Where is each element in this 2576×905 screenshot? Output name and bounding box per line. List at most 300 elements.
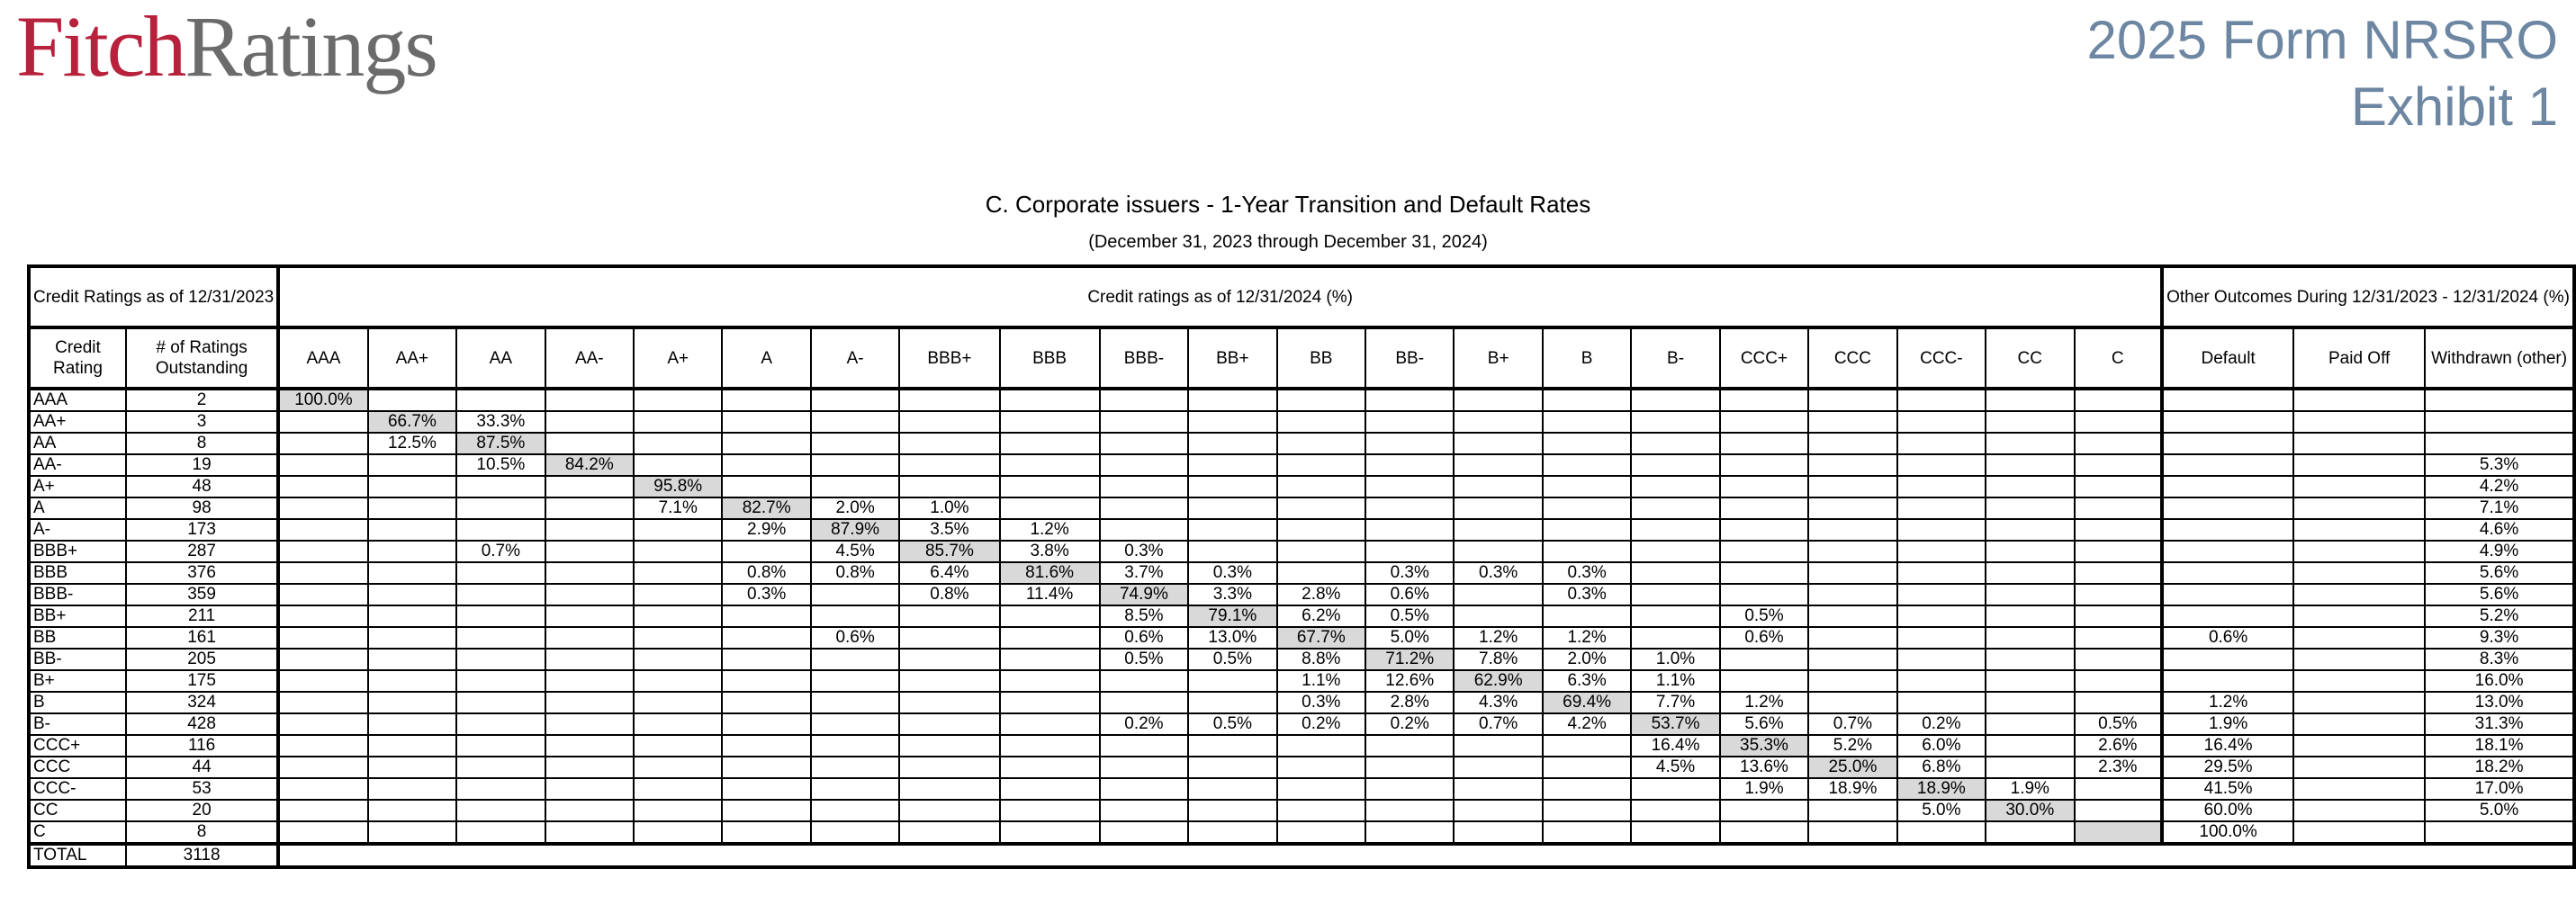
table-cell: 0.5% [1365,605,1454,627]
table-cell [899,713,999,735]
table-cell [634,735,722,757]
table-cell [1808,433,1896,454]
table-cell [1543,735,1631,757]
table-cell [1986,454,2074,476]
diagonal-cell: 66.7% [368,411,456,433]
table-cell [1897,411,1986,433]
diagonal-cell: 25.0% [1808,757,1896,778]
table-cell: 5.0% [2425,800,2574,821]
table-cell [1720,389,1808,411]
table-cell [1986,670,2074,692]
table-cell [811,433,899,454]
table-cell [1100,692,1188,713]
diagonal-cell: 81.6% [1000,562,1100,584]
row-rating-label: BBB [29,562,126,584]
table-cell: 4.6% [2425,519,2574,541]
row-outstanding-count: 2 [126,389,278,411]
diagonal-cell: 35.3% [1720,735,1808,757]
table-cell [1100,454,1188,476]
table-cell [722,411,810,433]
col-header-outcome: Default [2162,327,2293,389]
table-cell: 6.2% [1277,605,1365,627]
table-cell [722,454,810,476]
table-cell [1631,605,1719,627]
table-cell [278,713,367,735]
table-cell [2162,605,2293,627]
table-cell [811,692,899,713]
table-cell [2293,778,2425,800]
table-cell: 12.5% [368,433,456,454]
table-cell: 7.1% [2425,497,2574,519]
table-cell [634,778,722,800]
row-rating-label: B- [29,713,126,735]
table-cell [1454,735,1542,757]
table-cell: 1.9% [2162,713,2293,735]
table-cell: 1.2% [1543,627,1631,649]
table-cell [2162,433,2293,454]
table-cell [278,800,367,821]
row-outstanding-count: 19 [126,454,278,476]
row-rating-label: CC [29,800,126,821]
table-cell [722,800,810,821]
table-cell [1986,476,2074,497]
table-cell [899,627,999,649]
row-rating-label: A [29,497,126,519]
table-cell [456,497,545,519]
table-cell [2075,476,2163,497]
table-row [29,541,2574,562]
table-cell [456,735,545,757]
table-cell: 5.6% [2425,562,2574,584]
table-cell: 1.1% [1277,670,1365,692]
table-cell [1100,778,1188,800]
table-cell [1631,389,1719,411]
table-cell [1277,800,1365,821]
group-header-right: Other Outcomes During 12/31/2023 - 12/31/2024 (%) [2162,266,2574,327]
table-cell: 18.1% [2425,735,2574,757]
table-cell [634,519,722,541]
table-cell [722,821,810,844]
total-count: 3118 [126,844,278,867]
table-cell [1808,605,1896,627]
table-cell: 0.7% [1808,713,1896,735]
table-cell [1897,692,1986,713]
table-cell: 0.6% [811,627,899,649]
table-cell [545,497,634,519]
table-cell [368,627,456,649]
group-header-row [29,266,2574,327]
table-cell: 29.5% [2162,757,2293,778]
table-cell [1188,433,1276,454]
table-cell [2293,433,2425,454]
table-cell: 0.5% [1188,713,1276,735]
table-cell [278,541,367,562]
table-row [29,519,2574,541]
table-cell [2075,411,2163,433]
table-cell [634,389,722,411]
table-cell [1543,800,1631,821]
row-outstanding-count: 211 [126,605,278,627]
row-rating-label: CCC+ [29,735,126,757]
col-header-outcome: Withdrawn (other) [2425,327,2574,389]
table-cell: 0.5% [1188,649,1276,670]
table-cell [1986,562,2074,584]
col-header-rating: C [2075,327,2163,389]
table-cell: 6.8% [1897,757,1986,778]
table-cell: 33.3% [456,411,545,433]
table-cell [1000,778,1100,800]
table-cell: 0.3% [722,584,810,605]
table-cell [545,757,634,778]
row-outstanding-count: 44 [126,757,278,778]
row-rating-label: BBB+ [29,541,126,562]
table-cell [1720,541,1808,562]
transition-table [27,264,2576,869]
table-cell [278,433,367,454]
table-cell [1100,389,1188,411]
table-cell [1365,476,1454,497]
table-cell [1720,670,1808,692]
table-cell [634,649,722,670]
table-cell [1277,821,1365,844]
table-cell [368,735,456,757]
table-cell: 0.8% [899,584,999,605]
table-cell [722,389,810,411]
diagonal-cell: 71.2% [1365,649,1454,670]
table-cell [1720,433,1808,454]
table-cell [634,433,722,454]
table-row [29,584,2574,605]
table-row [29,800,2574,821]
table-cell [1897,541,1986,562]
table-cell [368,713,456,735]
table-cell [1897,454,1986,476]
table-cell: 5.6% [2425,584,2574,605]
table-cell [1631,584,1719,605]
table-cell [1808,541,1896,562]
table-cell: 8.3% [2425,649,2574,670]
table-cell: 2.9% [722,519,810,541]
table-cell [1454,454,1542,476]
table-cell [1986,735,2074,757]
col-header-rating: B+ [1454,327,1542,389]
table-cell: 12.6% [1365,670,1454,692]
table-row [29,649,2574,670]
table-cell [1986,605,2074,627]
table-row [29,670,2574,692]
row-outstanding-count: 376 [126,562,278,584]
diagonal-cell: 85.7% [899,541,999,562]
table-cell: 13.0% [2425,692,2574,713]
table-cell: 5.2% [2425,605,2574,627]
table-cell [1897,519,1986,541]
table-cell [278,605,367,627]
table-cell [1188,476,1276,497]
table-cell [368,757,456,778]
table-cell: 18.9% [1808,778,1896,800]
table-cell [1454,605,1542,627]
table-cell [1808,519,1896,541]
col-header-rating: B [1543,327,1631,389]
table-cell [456,713,545,735]
table-cell [811,757,899,778]
table-cell [456,476,545,497]
table-cell [1188,800,1276,821]
table-cell [2162,541,2293,562]
table-cell [2075,778,2163,800]
table-cell [368,562,456,584]
table-cell [1454,757,1542,778]
table-cell [278,562,367,584]
table-cell: 60.0% [2162,800,2293,821]
table-cell [1631,497,1719,519]
table-cell [1454,821,1542,844]
table-cell [1631,821,1719,844]
table-cell [278,476,367,497]
table-cell [1631,800,1719,821]
table-cell [2293,757,2425,778]
table-cell [634,713,722,735]
table-cell: 8.8% [1277,649,1365,670]
row-rating-label: A- [29,519,126,541]
table-cell: 8.5% [1100,605,1188,627]
table-cell [368,821,456,844]
table-cell [545,433,634,454]
table-cell [545,411,634,433]
table-cell [1365,411,1454,433]
table-cell [1720,519,1808,541]
table-cell [1808,562,1896,584]
table-cell [1631,433,1719,454]
table-cell: 5.3% [2425,454,2574,476]
table-cell [1365,497,1454,519]
table-cell: 2.3% [2075,757,2163,778]
table-cell: 13.6% [1720,757,1808,778]
table-cell [899,649,999,670]
table-cell [278,821,367,844]
table-cell: 1.2% [2162,692,2293,713]
table-cell [1986,757,2074,778]
table-cell [368,497,456,519]
table-cell: 5.6% [1720,713,1808,735]
table-cell [811,800,899,821]
table-cell [1000,411,1100,433]
col-header-rating: AA [456,327,545,389]
table-cell [1986,519,2074,541]
table-cell [1365,433,1454,454]
table-cell [1365,757,1454,778]
table-cell: 7.1% [634,497,722,519]
table-cell: 0.7% [1454,713,1542,735]
table-cell [456,605,545,627]
table-cell [811,649,899,670]
table-cell: 2.8% [1365,692,1454,713]
table-cell [1454,584,1542,605]
table-cell [545,670,634,692]
table-cell [1631,476,1719,497]
diagonal-cell: 100.0% [278,389,367,411]
table-cell [899,757,999,778]
table-cell [899,433,999,454]
table-cell [1000,713,1100,735]
table-cell [1897,389,1986,411]
row-rating-label: CCC- [29,778,126,800]
table-cell [634,454,722,476]
table-cell [1188,778,1276,800]
table-cell [2293,649,2425,670]
table-cell [2075,649,2163,670]
table-cell [811,476,899,497]
table-cell [368,670,456,692]
row-outstanding-count: 359 [126,584,278,605]
table-cell [1897,670,1986,692]
table-cell: 0.6% [1100,627,1188,649]
table-row [29,454,2574,476]
row-outstanding-count: 161 [126,627,278,649]
table-cell [545,562,634,584]
row-rating-label: BBB- [29,584,126,605]
exhibit-label: Exhibit 1 [2350,76,2558,137]
table-cell: 16.4% [1631,735,1719,757]
table-cell [634,562,722,584]
row-rating-label: B [29,692,126,713]
col-header-rating: A- [811,327,899,389]
table-cell [2162,649,2293,670]
table-cell [2162,411,2293,433]
table-cell: 6.3% [1543,670,1631,692]
form-title [2087,7,2558,140]
table-cell [2293,411,2425,433]
row-outstanding-count: 8 [126,433,278,454]
table-cell [2293,800,2425,821]
table-cell [1188,757,1276,778]
table-cell [1897,821,1986,844]
table-cell [1808,649,1896,670]
row-outstanding-count: 98 [126,497,278,519]
table-cell [899,821,999,844]
table-cell [1454,411,1542,433]
table-cell [545,389,634,411]
table-cell [2293,476,2425,497]
table-cell [899,389,999,411]
col-header-rating: AA+ [368,327,456,389]
table-cell [2075,605,2163,627]
row-outstanding-count: 324 [126,692,278,713]
table-cell [1188,821,1276,844]
table-cell [278,497,367,519]
table-cell [545,584,634,605]
table-cell [1631,411,1719,433]
table-cell [899,692,999,713]
table-cell [1454,389,1542,411]
column-header-row [29,327,2574,389]
table-cell [899,454,999,476]
row-outstanding-count: 175 [126,670,278,692]
table-cell: 4.5% [811,541,899,562]
table-cell [278,757,367,778]
total-row [29,844,2574,867]
table-cell [2075,584,2163,605]
col-header-rating: CCC+ [1720,327,1808,389]
table-cell [1808,627,1896,649]
row-outstanding-count: 20 [126,800,278,821]
table-cell: 0.3% [1543,584,1631,605]
table-subtitle: (December 31, 2023 through December 31, 2024) [1088,232,1488,252]
table-cell [722,433,810,454]
table-cell [1808,800,1896,821]
table-cell: 3.8% [1000,541,1100,562]
table-row [29,778,2574,800]
table-cell [1277,562,1365,584]
table-cell [456,627,545,649]
table-cell [634,800,722,821]
table-cell [1720,584,1808,605]
row-outstanding-count: 428 [126,713,278,735]
table-cell [2293,605,2425,627]
table-cell [1000,692,1100,713]
table-cell: 0.2% [1897,713,1986,735]
table-cell [1986,627,2074,649]
table-cell [545,519,634,541]
table-cell [811,605,899,627]
table-cell [1100,757,1188,778]
table-cell [1808,476,1896,497]
table-cell [2293,454,2425,476]
table-cell [1897,649,1986,670]
table-cell [722,670,810,692]
total-empty-span [278,844,2574,867]
table-cell [2162,454,2293,476]
table-cell [634,541,722,562]
table-cell [1720,411,1808,433]
table-cell [1365,821,1454,844]
table-cell: 0.2% [1100,713,1188,735]
table-cell [1897,476,1986,497]
table-cell [1100,821,1188,844]
table-cell [899,411,999,433]
table-cell [2425,411,2574,433]
table-cell [1000,389,1100,411]
table-cell [1986,584,2074,605]
table-cell [2293,627,2425,649]
table-cell [456,584,545,605]
table-row [29,433,2574,454]
table-cell: 4.2% [2425,476,2574,497]
table-cell [2075,692,2163,713]
table-cell [2425,433,2574,454]
table-row [29,735,2574,757]
table-cell [368,800,456,821]
table-cell: 0.3% [1454,562,1542,584]
table-cell [1897,584,1986,605]
table-cell [1100,670,1188,692]
table-cell [1365,735,1454,757]
row-outstanding-count: 173 [126,519,278,541]
table-cell: 1.1% [1631,670,1719,692]
table-cell [899,800,999,821]
table-cell: 31.3% [2425,713,2574,735]
table-cell [1000,821,1100,844]
table-cell [2293,735,2425,757]
col-header-rating: A [722,327,810,389]
table-cell [1986,433,2074,454]
table-cell [1365,389,1454,411]
table-cell [1543,433,1631,454]
table-cell: 4.9% [2425,541,2574,562]
table-cell [368,541,456,562]
table-cell: 1.0% [1631,649,1719,670]
table-cell: 2.8% [1277,584,1365,605]
